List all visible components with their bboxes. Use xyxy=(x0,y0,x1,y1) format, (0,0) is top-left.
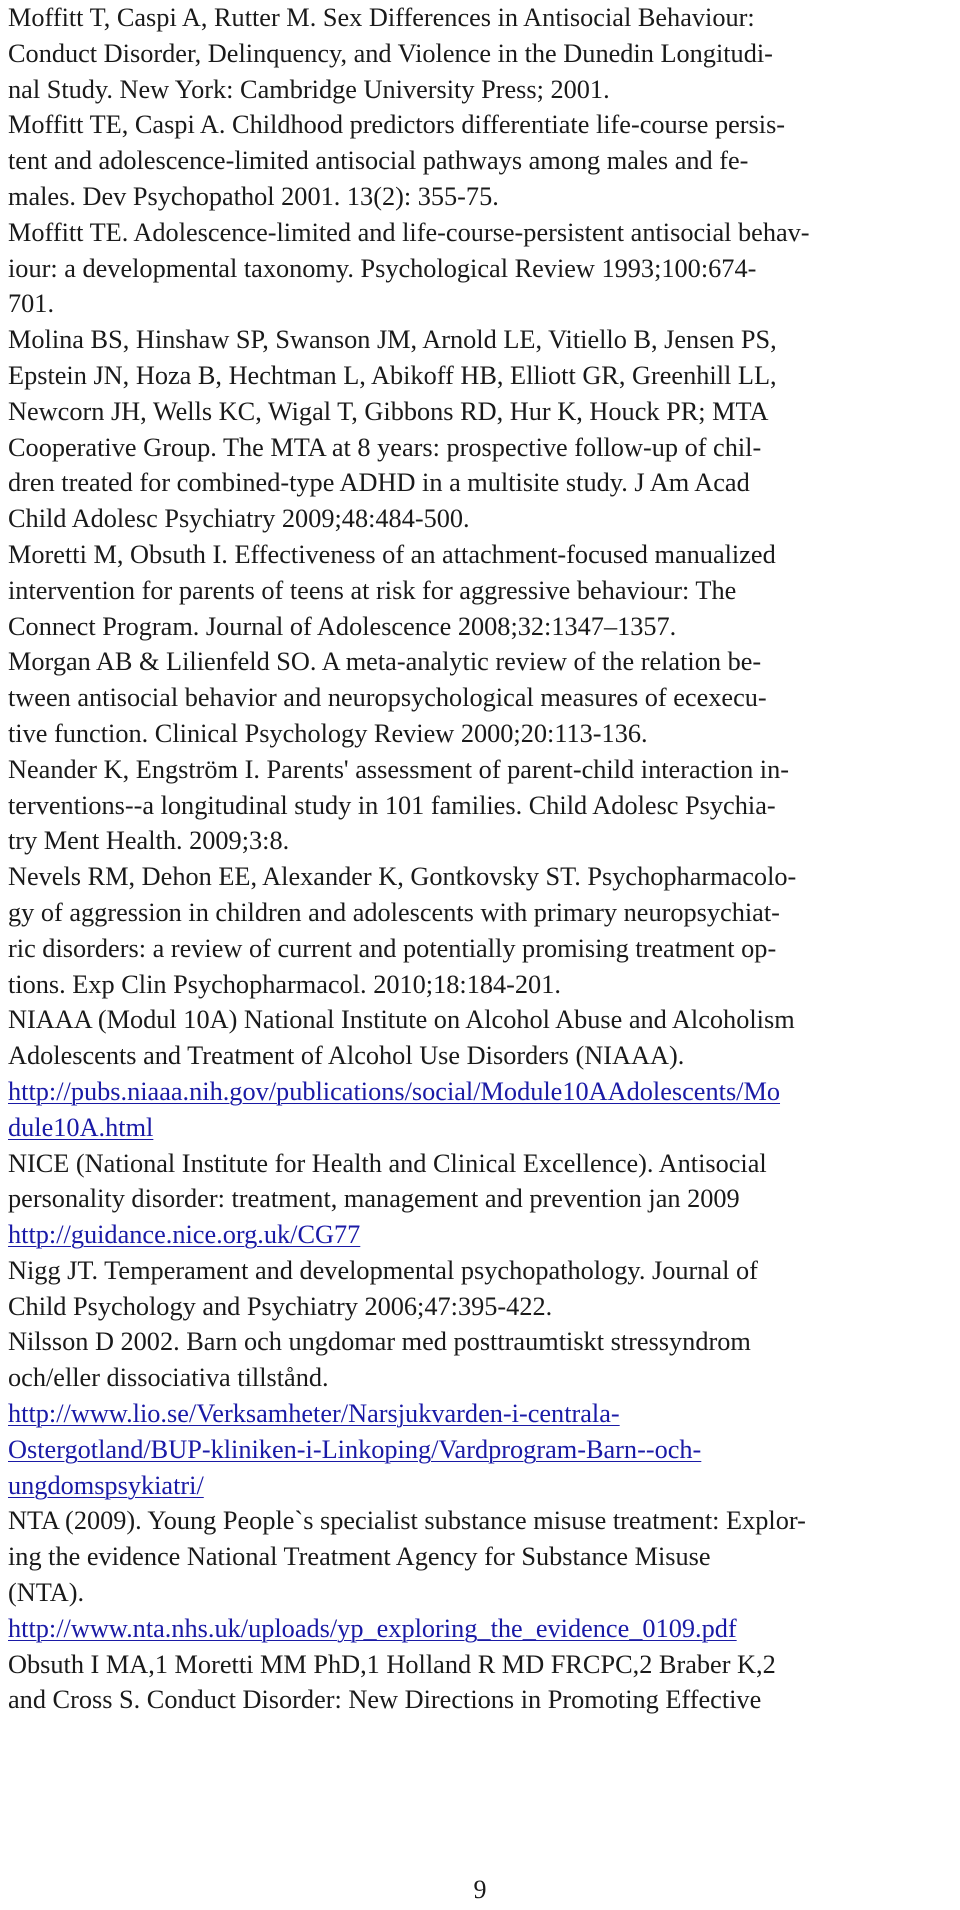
reference-morgan-lilienfeld xyxy=(8,644,948,751)
reference-molina xyxy=(8,322,948,537)
reference-line: Conduct Disorder, Delinquency, and Violence in the Dunedin Longitudi- xyxy=(8,38,773,68)
reference-line: try Ment Health. 2009;3:8. xyxy=(8,826,290,856)
reference-line: Molina BS, Hinshaw SP, Swanson JM, Arnold LE, Vitiello B, Jensen PS, xyxy=(8,325,777,355)
reference-line: Moretti M, Obsuth I. Effectiveness of an attachment-focused manualized xyxy=(8,539,776,569)
niaaa-link[interactable]: http://pubs.niaaa.nih.gov/publications/social/Module10AAdolescents/Mo xyxy=(8,1076,781,1106)
reference-nilsson xyxy=(8,1324,948,1503)
reference-line: tions. Exp Clin Psychopharmacol. 2010;18:184-201. xyxy=(8,969,561,999)
reference-line: nal Study. New York: Cambridge University Press; 2001. xyxy=(8,74,610,104)
reference-line: ing the evidence National Treatment Agency for Substance Misuse xyxy=(8,1542,711,1572)
niaaa-link-continued[interactable]: dule10A.html xyxy=(8,1112,154,1142)
reference-line: Nigg JT. Temperament and developmental psychopathology. Journal of xyxy=(8,1255,758,1285)
page-number: 9 xyxy=(473,1875,487,1904)
reference-line: (NTA). xyxy=(8,1578,85,1608)
reference-line: och/eller dissociativa tillstånd. xyxy=(8,1363,329,1393)
reference-nevels xyxy=(8,859,948,1002)
reference-niaaa xyxy=(8,1002,948,1145)
reference-obsuth xyxy=(8,1647,948,1719)
reference-line: NTA (2009). Young People`s specialist substance misuse treatment: Explor- xyxy=(8,1506,806,1536)
reference-line: tween antisocial behavior and neuropsychological measures of ecexecu- xyxy=(8,683,767,713)
reference-nta xyxy=(8,1503,948,1646)
reference-list xyxy=(8,0,948,1718)
reference-line: and Cross S. Conduct Disorder: New Directions in Promoting Effective xyxy=(8,1685,762,1715)
lio-link-end[interactable]: ungdomspsykiatri/ xyxy=(8,1470,204,1500)
reference-moretti-obsuth xyxy=(8,537,948,644)
page-content xyxy=(8,0,948,1718)
reference-line: Cooperative Group. The MTA at 8 years: prospective follow-up of chil- xyxy=(8,432,762,462)
reference-line: gy of aggression in children and adolescents with primary neuropsychiat- xyxy=(8,897,780,927)
reference-nice xyxy=(8,1146,948,1253)
reference-line: ric disorders: a review of current and potentially promising treatment op- xyxy=(8,933,777,963)
reference-line: terventions--a longitudinal study in 101 families. Child Adolesc Psychia- xyxy=(8,790,776,820)
nice-link[interactable]: http://guidance.nice.org.uk/CG77 xyxy=(8,1220,361,1250)
reference-line: Connect Program. Journal of Adolescence 2008;32:1347–1357. xyxy=(8,611,677,641)
reference-line: NICE (National Institute for Health and Clinical Excellence). Antisocial xyxy=(8,1148,767,1178)
reference-line: Child Psychology and Psychiatry 2006;47:395-422. xyxy=(8,1291,553,1321)
reference-line: Adolescents and Treatment of Alcohol Use Disorders (NIAAA). xyxy=(8,1041,685,1071)
reference-line: dren treated for combined-type ADHD in a multisite study. J Am Acad xyxy=(8,468,750,498)
reference-line: males. Dev Psychopathol 2001. 13(2): 355-75. xyxy=(8,181,499,211)
reference-line: Obsuth I MA,1 Moretti MM PhD,1 Holland R MD FRCPC,2 Braber K,2 xyxy=(8,1649,776,1679)
reference-line: intervention for parents of teens at risk for aggressive behaviour: The xyxy=(8,575,737,605)
reference-moffitt-1993 xyxy=(8,215,948,322)
reference-line: Child Adolesc Psychiatry 2009;48:484-500. xyxy=(8,504,470,534)
reference-moffitt-caspi-rutter xyxy=(8,0,948,107)
reference-line: Morgan AB & Lilienfeld SO. A meta-analytic review of the relation be- xyxy=(8,647,762,677)
reference-line: tent and adolescence-limited antisocial pathways among males and fe- xyxy=(8,146,749,176)
reference-line: NIAAA (Modul 10A) National Institute on Alcohol Abuse and Alcoholism xyxy=(8,1005,795,1035)
lio-link[interactable]: http://www.lio.se/Verksamheter/Narsjukvarden-i-centrala- xyxy=(8,1399,620,1429)
reference-line: Moffitt T, Caspi A, Rutter M. Sex Differences in Antisocial Behaviour: xyxy=(8,3,755,32)
reference-line: tive function. Clinical Psychology Review 2000;20:113-136. xyxy=(8,718,648,748)
reference-line: Epstein JN, Hoza B, Hechtman L, Abikoff HB, Elliott GR, Greenhill LL, xyxy=(8,360,777,390)
reference-line: personality disorder: treatment, management and prevention jan 2009 xyxy=(8,1184,740,1214)
reference-line: Neander K, Engström I. Parents' assessment of parent-child interaction in- xyxy=(8,754,789,784)
reference-line: Nevels RM, Dehon EE, Alexander K, Gontkovsky ST. Psychopharmacolo- xyxy=(8,862,797,892)
reference-neander-engstrom xyxy=(8,752,948,859)
reference-line: Newcorn JH, Wells KC, Wigal T, Gibbons RD, Hur K, Houck PR; MTA xyxy=(8,396,769,426)
reference-line: iour: a developmental taxonomy. Psychological Review 1993;100:674- xyxy=(8,253,757,283)
reference-nigg xyxy=(8,1253,948,1325)
reference-line: Moffitt TE, Caspi A. Childhood predictors differentiate life-course persis- xyxy=(8,110,786,140)
reference-line: Moffitt TE. Adolescence-limited and life-course-persistent antisocial behav- xyxy=(8,217,810,247)
reference-line: Nilsson D 2002. Barn och ungdomar med posttraumtiskt stressyndrom xyxy=(8,1327,751,1357)
reference-moffitt-caspi xyxy=(8,107,948,214)
nta-link[interactable]: http://www.nta.nhs.uk/uploads/yp_exploring_the_evidence_0109.pdf xyxy=(8,1613,737,1643)
lio-link-continued[interactable]: Ostergotland/BUP-kliniken-i-Linkoping/Vardprogram-Barn--och- xyxy=(8,1434,702,1464)
reference-line: 701. xyxy=(8,289,55,319)
